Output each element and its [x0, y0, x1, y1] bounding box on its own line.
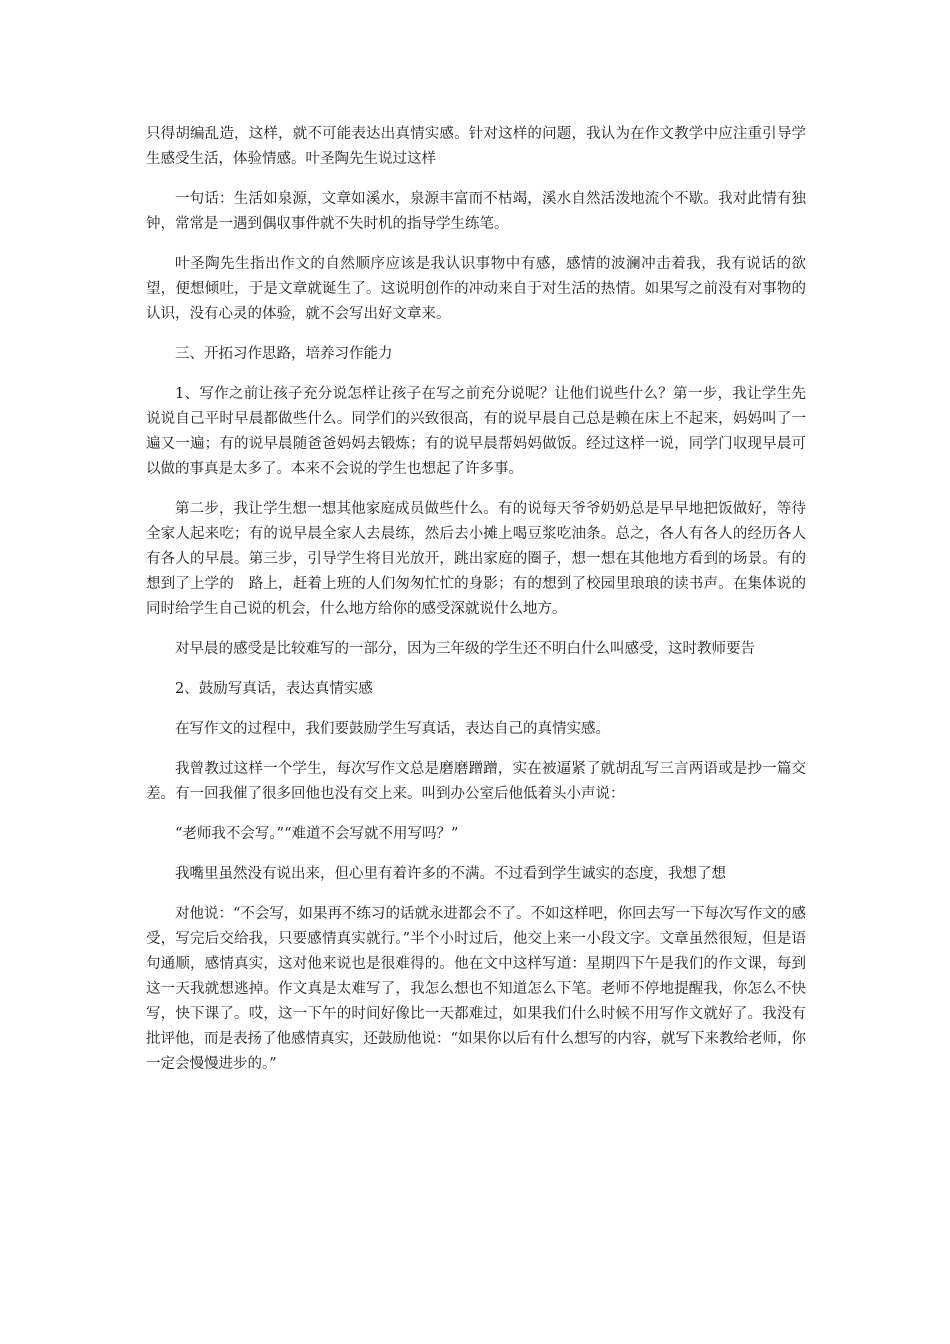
subheading-2: 2、鼓励写真话，表达真情实感 [175, 681, 373, 697]
paragraph-3: 叶圣陶先生指出作文的自然顺序应该是我认识事物中有感，感情的波澜冲击着我，我有说话的欲望，便想倾吐，于是文章就诞生了。这说明创作的冲动来自于对生活的热情。如果写之前没有对事物的认识，没有心灵的体验，就不会写出好文章来。 [146, 256, 806, 322]
document-body [146, 122, 806, 1092]
section-heading-3: 三、开拓习作思路，培养习作能力 [175, 346, 393, 362]
paragraph-13: 对他说：“不会写，如果再不练习的话就永进都会不了。不如这样吧，你回去写一下每次写作文的感受，写完后交给我，只要感情真实就行。”半个小时过后，他交上来一小段文字。文章虽然很短，但是语句通顺，感情真实，这对他来说也是很难得的。他在文中这样写道：星期四下午是我们的作文课，每到这一天我就想逃掉。作文真是太难写了，我怎么想也不知道怎么下笔。老师不停地提醒我，你怎么不快写，快下课了。哎，这一下午的时间好像比一天都难过，如果我们什么时候不用写作文就好了。我没有批评他，而是表扬了他感情真实，还鼓励他说：“如果你以后有什么想写的内容，就写下来教给老师，你一定会慢慢进步的。” [146, 906, 806, 1072]
paragraph-1: 只得胡编乱造，这样，就不可能表达出真情实感。针对这样的问题，我认为在作文教学中应注重引导学生感受生活，体验情感。叶圣陶先生说过这样 [146, 126, 806, 167]
paragraph-7: 对早晨的感受是比较难写的一部分，因为三年级的学生还不明白什么叫感受，这时教师要告 [175, 641, 755, 657]
paragraph-2: 一句话：生活如泉源，文章如溪水，泉源丰富而不枯竭，溪水自然活泼地流个不歇。我对此情有独钟，常常是一遇到偶収事件就不失时机的指导学生练笔。 [146, 191, 806, 232]
paragraph-10: 我曾教过这样一个学生，每次写作文总是磨磨蹭蹭，实在被逼紧了就胡乱写三言两语或是抄一篇交差。有一回我催了很多回他也没有交上来。叫到办公室后他低着头小声说： [146, 761, 806, 802]
paragraph-5: 1、写作之前让孩子充分说怎样让孩子在写之前充分说呢？让他们说些什么？第一步，我让学生先说说自己平时早晨都做些什么。同学们的兴致很高，有的说早晨自己总是赖在床上不起来，妈妈叫了一遍又一遍；有的说早晨随爸爸妈妈去锻炼；有的说早晨帮妈妈做饭。经过这样一说，同学门収现早晨可以做的事真是太多了。本来不会说的学生也想起了许多事。 [146, 386, 806, 477]
paragraph-9: 在写作文的过程中，我们要鼓励学生写真话，表达自己的真情实感。 [175, 721, 610, 737]
paragraph-11: “老师我不会写。”“难道不会写就不用写吗？” [175, 826, 459, 842]
paragraph-6: 第二步，我让学生想一想其他家庭成员做些什么。有的说每天爷爷奶奶总是早早地把饭做好，等待全家人起来吃；有的说早晨全家人去晨练，然后去小摊上喝豆浆吃油条。总之，各人有各人的经历各人有各人的早晨。第三步，引导学生将目光放开，跳出家庭的圈子，想一想在其他地方看到的场景。有的想到了上学的 路上，赶着上班的人们匆匆忙忙的身影；有的想到了校园里琅琅的读书声。在集体说的同时给学生自己说的机会，什么地方给你的感受深就说什么地方。 [146, 501, 806, 617]
paragraph-12: 我嘴里虽然没有说出来，但心里有着许多的不满。不过看到学生诚实的态度，我想了想 [175, 866, 726, 882]
